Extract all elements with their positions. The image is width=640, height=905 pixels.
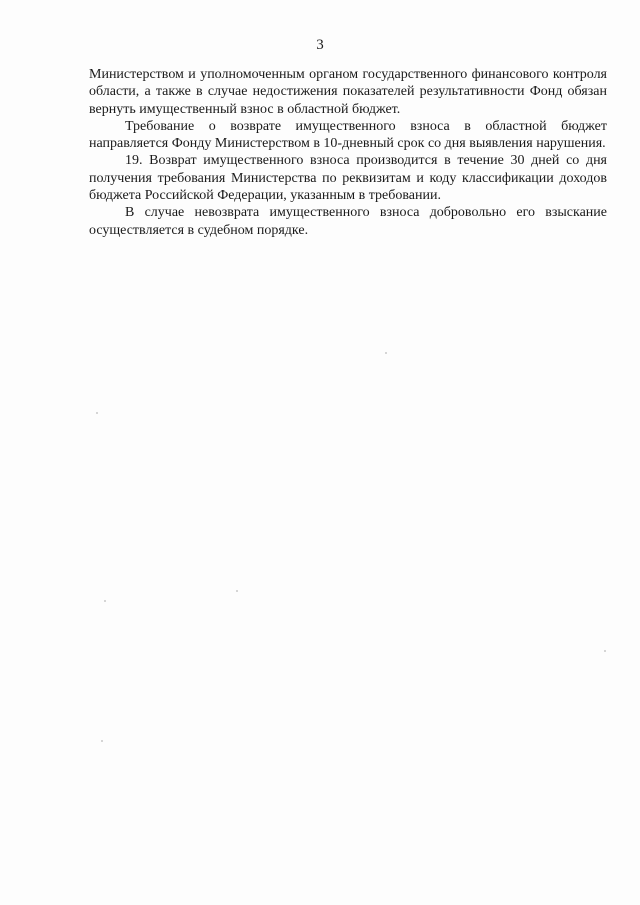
paragraph-return-demand: Требование о возврате имущественного взноса в областной бюджет направляется Фонду Министерством в 10-дневный срок со дня выявления нарушения.	[89, 118, 607, 152]
document-body	[89, 66, 607, 239]
paragraph-return-obligation: Министерством и уполномоченным органом государственного финансового контроля области, а также в случае недостижения показателей результативности Фонд обязан вернуть имущественный взнос в областной бюджет.	[89, 67, 607, 117]
scan-speck	[385, 352, 387, 354]
scan-speck	[101, 740, 103, 742]
page-number: 3	[316, 37, 324, 53]
scan-speck	[96, 412, 98, 414]
scan-speck	[236, 590, 238, 592]
paragraph-19-return-term: 19. Возврат имущественного взноса производится в течение 30 дней со дня получения требования Министерства по реквизитам и коду классификации доходов бюджета Российской Федерации, указанным в требовании.	[89, 153, 607, 204]
scan-speck	[604, 650, 606, 652]
scan-speck	[104, 600, 106, 602]
paragraph-court-recovery: В случае невозврата имущественного взноса добровольно его взыскание осуществляется в судебном порядке.	[89, 205, 607, 238]
